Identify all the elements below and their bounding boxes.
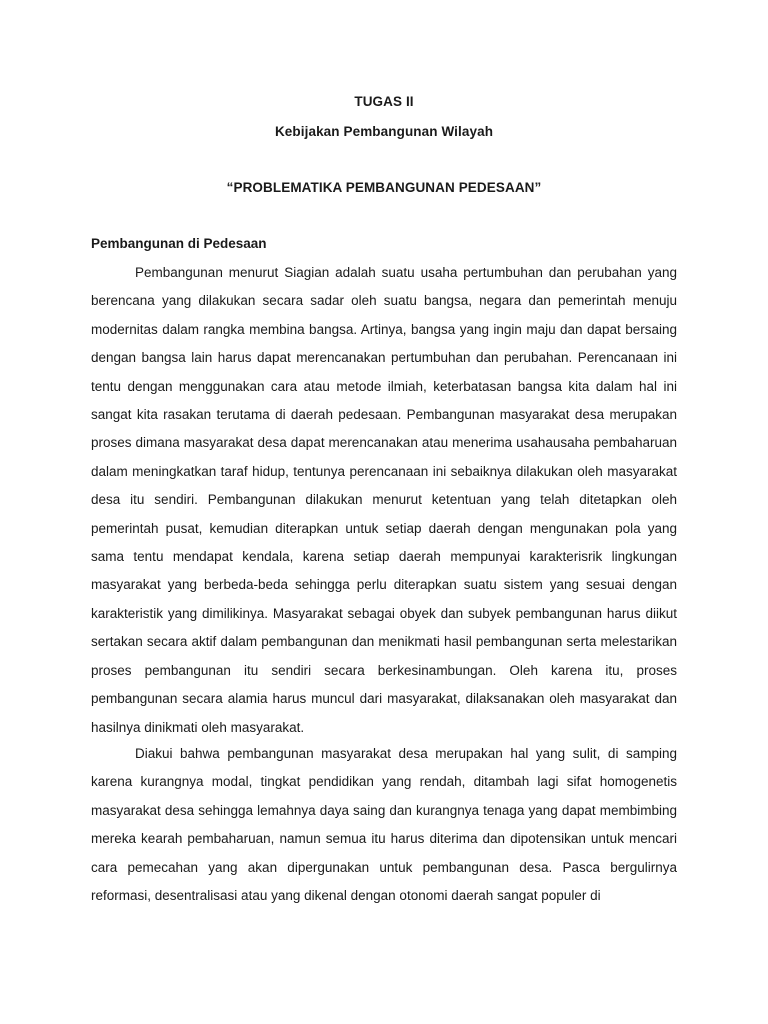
paragraph-2 (91, 740, 677, 910)
topic-title: “PROBLEMATIKA PEMBANGUNAN PEDESAAN” (226, 180, 542, 195)
task-label: TUGAS II (354, 94, 414, 109)
paragraph-1 (91, 259, 677, 742)
paragraph-1-text: Pembangunan menurut Siagian adalah suatu usaha pertumbuhan dan perubahan yang berencana yang dilakukan secara sadar oleh suatu bangsa, negara dan pemerintah menuju modernitas dalam rangka membina bangsa. Artinya, bangsa yang ingin maju dan dapat bersaing dengan bangsa lain harus dapat merencanakan pertumbuhan dan perubahan. Perencanaan ini tentu dengan menggunakan cara atau metode ilmiah, keterbatasan bangsa kita dalam hal ini sangat kita rasakan terutama di daerah pedesaan. Pembangunan masyarakat desa merupakan proses dimana masyarakat desa dapat merencanakan atau menerima usahausaha pembaharuan dalam meningkatkan taraf hidup, tentunya perencanaan ini sebaiknya dilakukan oleh masyarakat desa itu sendiri. Pembangunan dilakukan menurut ketentuan yang telah ditetapkan oleh pemerintah pusat, kemudian diterapkan untuk setiap daerah dengan mengunakan pola yang sama tentu mendapat kendala, karena setiap daerah mempunyai karakterisrik lingkungan masyarakat yang berbeda-beda sehingga perlu diterapkan suatu sistem yang sesuai dengan karakteristik yang dimilikinya. Masyarakat sebagai obyek dan subyek pembangunan harus diikut sertakan secara aktif dalam pembangunan dan menikmati hasil pembangunan serta melestarikan proses pembangunan itu sendiri secara berkesinambungan. Oleh karena itu, proses pembangunan secara alamia harus muncul dari masyarakat, dilaksanakan oleh masyarakat dan hasilnya dinikmati oleh masyarakat. (91, 265, 677, 735)
course-title: Kebijakan Pembangunan Wilayah (274, 124, 494, 139)
section-heading: Pembangunan di Pedesaan (91, 236, 267, 251)
paragraph-2-text: Diakui bahwa pembangunan masyarakat desa merupakan hal yang sulit, di samping karena kurangnya modal, tingkat pendidikan yang rendah, ditambah lagi sifat homogenetis masyarakat desa sehingga lemahnya daya saing dan kurangnya tenaga yang dapat membimbing mereka kearah pembaharuan, namun semua itu harus diterima dan dipotensikan untuk mencari cara pemecahan yang akan dipergunakan untuk pembangunan desa. Pasca bergulirnya reformasi, desentralisasi atau yang dikenal dengan otonomi daerah sangat populer di (91, 746, 677, 904)
